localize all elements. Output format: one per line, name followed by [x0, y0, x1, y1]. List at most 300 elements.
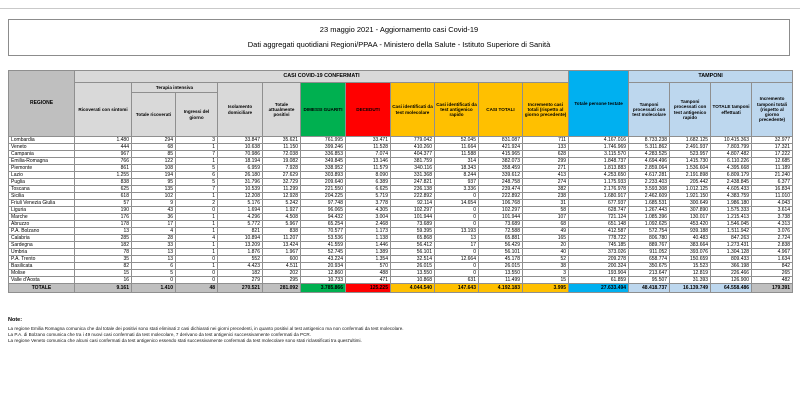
value-cell: 3.738 [752, 214, 793, 221]
value-cell: 13 [435, 235, 479, 242]
value-cell: 1.921.150 [670, 193, 711, 200]
value-cell: 382.073 [479, 158, 523, 165]
value-cell: 2.233.403 [629, 179, 670, 186]
value-cell: 10.415.363 [711, 137, 752, 144]
value-cell: 4.605.433 [711, 186, 752, 193]
value-cell: 4.253.650 [569, 172, 629, 179]
value-cell: 1.575.333 [711, 207, 752, 214]
value-cell: 35.621 [263, 137, 301, 144]
value-cell: 1.215.413 [711, 214, 752, 221]
value-cell: 4.423 [218, 263, 263, 270]
value-cell: 19.082 [263, 158, 301, 165]
value-cell: 68 [132, 144, 176, 151]
value-cell: 413 [523, 172, 569, 179]
value-cell: 1 [176, 221, 218, 228]
value-cell: 202 [263, 270, 301, 277]
value-cell: 0 [435, 221, 479, 228]
value-cell: 4.296 [218, 214, 263, 221]
value-cell: 1.085.396 [629, 214, 670, 221]
value-cell: 3.115.570 [569, 151, 629, 158]
value-cell: 221.550 [301, 186, 346, 193]
value-cell: 444 [75, 144, 132, 151]
value-cell: 2.176.978 [569, 186, 629, 193]
value-cell: 5 [132, 270, 176, 277]
value-cell: 56.101 [391, 249, 435, 256]
value-cell: 285 [75, 235, 132, 242]
value-cell: 471 [346, 277, 391, 284]
col-header-persone-testate: Totale persone testate [569, 71, 629, 137]
value-cell: 6.959 [218, 165, 263, 172]
value-cell: 61.859 [569, 277, 629, 284]
value-cell: 238 [523, 193, 569, 200]
value-cell: 271 [523, 165, 569, 172]
value-cell: 809.433 [711, 256, 752, 263]
value-cell: 1.012.125 [670, 186, 711, 193]
value-cell: 52 [523, 256, 569, 263]
total-value-cell: 16.139.749 [670, 284, 711, 293]
total-value-cell: 27.633.494 [569, 284, 629, 293]
value-cell: 3.076 [752, 228, 793, 235]
value-cell: 13.209 [218, 242, 263, 249]
page-top-rule [0, 8, 800, 9]
total-value-cell: 1.410 [132, 284, 176, 293]
value-cell: 3 [523, 270, 569, 277]
value-cell: 382 [523, 186, 569, 193]
value-cell: 488 [346, 270, 391, 277]
value-cell: 349.845 [301, 158, 346, 165]
value-cell: 338.952 [301, 165, 346, 172]
value-cell: 274 [523, 179, 569, 186]
value-cell: 17 [435, 242, 479, 249]
value-cell: 6 [176, 172, 218, 179]
value-cell: 842 [752, 263, 793, 270]
value-cell: 4.305 [346, 207, 391, 214]
value-cell: 1.986.180 [711, 200, 752, 207]
value-cell: 33 [132, 242, 176, 249]
value-cell: 16.834 [752, 186, 793, 193]
total-value-cell: 281.092 [263, 284, 301, 293]
value-cell: 4.313 [752, 221, 793, 228]
value-cell: 307.890 [670, 207, 711, 214]
value-cell: 6.377 [752, 179, 793, 186]
title-box [8, 19, 790, 56]
value-cell: 0 [435, 270, 479, 277]
col-header-tamponi-totale: TOTALE tamponi effettuati [711, 83, 752, 137]
value-cell: 651.148 [569, 221, 629, 228]
col-header-incremento-tamponi: Incremento tamponi totali (rispetto al giorno precedente) [752, 83, 793, 137]
table-header [9, 71, 793, 137]
value-cell: 94.432 [301, 214, 346, 221]
value-cell: 1.304.128 [711, 249, 752, 256]
value-cell: 5.967 [263, 221, 301, 228]
value-cell: 625 [75, 186, 132, 193]
table-row [9, 214, 793, 221]
value-cell: 4.694.496 [629, 158, 670, 165]
value-cell: 3.778 [346, 200, 391, 207]
value-cell: 85 [132, 151, 176, 158]
value-cell: 15 [523, 277, 569, 284]
region-cell: Sicilia [9, 193, 75, 200]
value-cell: 57 [75, 200, 132, 207]
value-cell: 43.224 [301, 256, 346, 263]
region-cell: Abruzzo [9, 221, 75, 228]
col-header-casi-totali: CASI TOTALI [479, 83, 523, 137]
value-cell: 340.116 [391, 165, 435, 172]
value-cell: 745.185 [569, 242, 629, 249]
value-cell: 766 [75, 158, 132, 165]
value-cell: 40 [523, 249, 569, 256]
region-cell: Lombardia [9, 137, 75, 144]
value-cell: 14.654 [435, 200, 479, 207]
value-cell: 0 [132, 277, 176, 284]
value-cell: 1 [176, 144, 218, 151]
value-cell: 11.299 [263, 186, 301, 193]
table-row [9, 186, 793, 193]
value-cell: 4.167.016 [569, 137, 629, 144]
value-cell: 12.860 [301, 270, 346, 277]
value-cell: 628 [523, 151, 569, 158]
value-cell: 107 [523, 214, 569, 221]
value-cell: 6.625 [346, 186, 391, 193]
value-cell: 5.242 [263, 200, 301, 207]
value-cell: 193.904 [569, 270, 629, 277]
col-header-isolamento: Isolamento domiciliare [218, 83, 263, 137]
value-cell: 26.180 [218, 172, 263, 179]
value-cell: 1.138 [346, 235, 391, 242]
table-row [9, 249, 793, 256]
col-header-incremento-casi: Incremento casi totali (rispetto al giorno precedente) [523, 83, 569, 137]
value-cell: 70.986 [218, 151, 263, 158]
value-cell: 1.273.431 [711, 242, 752, 249]
value-cell: 52.745 [301, 249, 346, 256]
value-cell: 5 [176, 165, 218, 172]
region-cell: Marche [9, 214, 75, 221]
value-cell: 1.813.883 [569, 165, 629, 172]
total-label-cell: TOTALE [9, 284, 75, 293]
value-cell: 1 [176, 193, 218, 200]
table-row [9, 144, 793, 151]
region-cell: Basilicata [9, 263, 75, 270]
value-cell: 101.944 [391, 214, 435, 221]
value-cell: 658.774 [629, 256, 670, 263]
value-cell: 204.225 [301, 193, 346, 200]
value-cell: 0 [176, 256, 218, 263]
value-cell: 26.015 [479, 263, 523, 270]
value-cell: 135 [132, 186, 176, 193]
value-cell: 838 [75, 179, 132, 186]
value-cell: 1 [176, 263, 218, 270]
value-cell: 11.499 [479, 277, 523, 284]
value-cell: 0 [176, 207, 218, 214]
region-cell: P.A. Bolzano [9, 228, 75, 235]
value-cell: 43 [132, 207, 176, 214]
col-header-deceduti: DECEDUTI [346, 83, 391, 137]
value-cell: 222.892 [479, 193, 523, 200]
note-line-2: La P.A. di Bolzano comunica che tra i 49 nuovi casi confermati da test molecolare, 7 derivano da test antigenici successivamente confermati da PCR. [8, 332, 312, 337]
value-cell: 911.052 [629, 249, 670, 256]
value-cell: 5.719 [346, 193, 391, 200]
covid-data-table [8, 70, 793, 293]
value-cell: 15 [75, 270, 132, 277]
value-cell: 20.934 [301, 263, 346, 270]
value-cell: 11.150 [263, 144, 301, 151]
value-cell: 73.689 [479, 221, 523, 228]
value-cell: 383.664 [670, 242, 711, 249]
value-cell: 165 [523, 235, 569, 242]
value-cell: 7.074 [346, 151, 391, 158]
region-cell: Liguria [9, 207, 75, 214]
total-value-cell: 64.558.486 [711, 284, 752, 293]
value-cell: 248.758 [479, 179, 523, 186]
table-row [9, 179, 793, 186]
region-cell: Piemonte [9, 165, 75, 172]
value-cell: 6.389 [346, 179, 391, 186]
value-cell: 482 [752, 277, 793, 284]
value-cell: 58 [523, 207, 569, 214]
value-cell: 0 [435, 263, 479, 270]
value-cell: 13 [132, 256, 176, 263]
table-row [9, 270, 793, 277]
value-cell: 2 [176, 200, 218, 207]
table-row [9, 228, 793, 235]
region-cell: Puglia [9, 179, 75, 186]
value-cell: 1.480 [75, 137, 132, 144]
value-cell: 102.297 [391, 207, 435, 214]
value-cell: 4.283.525 [629, 151, 670, 158]
table-row [9, 277, 793, 284]
value-cell: 41.559 [301, 242, 346, 249]
value-cell: 16 [75, 277, 132, 284]
value-cell: 0 [435, 207, 479, 214]
value-cell: 7.928 [263, 165, 301, 172]
value-cell: 4.383.759 [711, 193, 752, 200]
region-cell: Toscana [9, 186, 75, 193]
value-cell: 176 [75, 214, 132, 221]
region-cell: Molise [9, 270, 75, 277]
notes-section [8, 317, 792, 344]
report-title: 23 maggio 2021 - Aggiornamento casi Covid-19 [319, 25, 479, 34]
region-cell: Sardegna [9, 242, 75, 249]
table-row [9, 165, 793, 172]
value-cell: 122 [132, 158, 176, 165]
value-cell: 3.614 [752, 207, 793, 214]
value-cell: 32.514 [391, 256, 435, 263]
value-cell: 101.944 [479, 214, 523, 221]
value-cell: 18.343 [435, 165, 479, 172]
table-row [9, 151, 793, 158]
value-cell: 1.876 [218, 249, 263, 256]
value-cell: 761.995 [301, 137, 346, 144]
value-cell: 65.868 [391, 235, 435, 242]
value-cell: 399.246 [301, 144, 346, 151]
value-cell: 1.682.125 [670, 137, 711, 144]
value-cell: 65.254 [301, 221, 346, 228]
value-cell: 27.629 [263, 172, 301, 179]
value-cell: 265 [752, 270, 793, 277]
value-cell: 13.424 [263, 242, 301, 249]
value-cell: 939.188 [670, 228, 711, 235]
value-cell: 236.138 [391, 186, 435, 193]
value-cell: 331.368 [391, 172, 435, 179]
value-cell: 126.900 [711, 277, 752, 284]
value-cell: 102 [132, 193, 176, 200]
value-cell: 453.420 [670, 221, 711, 228]
value-cell: 1.267.443 [629, 207, 670, 214]
total-value-cell: 125.225 [346, 284, 391, 293]
value-cell: 8.090 [346, 172, 391, 179]
value-cell: 178 [75, 221, 132, 228]
total-value-cell: 147.643 [435, 284, 479, 293]
value-cell: 821 [218, 228, 263, 235]
value-cell: 600 [263, 256, 301, 263]
value-cell: 56.101 [479, 249, 523, 256]
value-cell: 209.278 [569, 256, 629, 263]
value-cell: 2.191.898 [670, 172, 711, 179]
col-header-dimessi-guariti: DIMESSI GUARITI [301, 83, 346, 137]
value-cell: 72.588 [479, 228, 523, 235]
value-cell: 628.747 [569, 207, 629, 214]
value-cell: 0 [176, 270, 218, 277]
value-cell: 721.124 [569, 214, 629, 221]
value-cell: 1.634 [752, 256, 793, 263]
value-cell: 1.685.531 [629, 200, 670, 207]
region-cell: Veneto [9, 144, 75, 151]
value-cell: 618 [75, 193, 132, 200]
value-cell: 404.377 [391, 151, 435, 158]
value-cell: 838 [263, 228, 301, 235]
value-cell: 1.746.969 [569, 144, 629, 151]
total-value-cell: 4.044.540 [391, 284, 435, 293]
table-row [9, 158, 793, 165]
value-cell: 150.659 [670, 256, 711, 263]
value-cell: 130.017 [670, 214, 711, 221]
col-header-tamponi-antigenico: Tamponi processati con test antigenico rapido [670, 83, 711, 137]
value-cell: 2.838 [752, 242, 793, 249]
value-cell: 366.198 [711, 263, 752, 270]
value-cell: 194 [132, 172, 176, 179]
value-cell: 10.733 [301, 277, 346, 284]
value-cell: 2.462.609 [629, 193, 670, 200]
value-cell: 95.507 [629, 277, 670, 284]
value-cell: 1 [176, 228, 218, 235]
total-value-cell: 48 [176, 284, 218, 293]
value-cell: 13 [75, 228, 132, 235]
value-cell: 410.260 [391, 144, 435, 151]
col-header-attualmente-positivi: Totale attualmente positivi [263, 83, 301, 137]
value-cell: 1.389 [346, 249, 391, 256]
value-cell: 3.336 [435, 186, 479, 193]
value-cell: 247.821 [391, 179, 435, 186]
value-cell: 7 [176, 186, 218, 193]
table-row [9, 193, 793, 200]
value-cell: 1.092.625 [629, 221, 670, 228]
region-cell: Umbria [9, 249, 75, 256]
value-cell: 5.176 [218, 200, 263, 207]
value-cell: 21.240 [752, 172, 793, 179]
value-cell: 96.065 [301, 207, 346, 214]
value-cell: 314 [435, 158, 479, 165]
value-cell: 4.807.482 [711, 151, 752, 158]
value-cell: 190 [75, 207, 132, 214]
value-cell: 861 [75, 165, 132, 172]
value-cell: 11.579 [346, 165, 391, 172]
value-cell: 13 [132, 249, 176, 256]
value-cell: 1.536.604 [670, 165, 711, 172]
value-cell: 831.087 [479, 137, 523, 144]
report-subtitle: Dati aggregati quotidiani Regioni/PPAA - Ministero della Salute - Istituto Superiore di Sanità [247, 40, 551, 49]
value-cell: 10.868 [391, 277, 435, 284]
value-cell: 33.471 [346, 137, 391, 144]
value-cell: 847.263 [711, 235, 752, 242]
value-cell: 2.438.845 [711, 179, 752, 186]
value-cell: 967 [75, 151, 132, 158]
value-cell: 2.468 [346, 221, 391, 228]
col-header-tamponi-molecolare: Tamponi processati con test molecolare [629, 83, 670, 137]
value-cell: 106.768 [479, 200, 523, 207]
value-cell: 3 [176, 137, 218, 144]
value-cell: 5.311.862 [629, 144, 670, 151]
total-value-cell: 3.785.866 [301, 284, 346, 293]
value-cell: 92.114 [391, 200, 435, 207]
value-cell: 1.848.737 [569, 158, 629, 165]
value-cell: 0 [435, 249, 479, 256]
value-cell: 97.748 [301, 200, 346, 207]
group-header-tamponi: TAMPONI [629, 71, 793, 83]
value-cell: 38 [523, 263, 569, 270]
value-cell: 40.483 [670, 235, 711, 242]
note-line-1: La regione Emilia Romagna comunica che dal totale dei positivi sono stati eliminati 2 casi dichiarati nei giorni precedenti, in quanto positivi al test antigenico ma non confermati da test molecolare. [8, 326, 404, 331]
value-cell: 631 [435, 277, 479, 284]
value-cell: 2.859.064 [629, 165, 670, 172]
value-cell: 10.894 [218, 235, 263, 242]
value-cell: 552 [218, 256, 263, 263]
value-cell: 1.354 [346, 256, 391, 263]
table-row [9, 221, 793, 228]
value-cell: 15.523 [670, 263, 711, 270]
value-cell: 222.892 [391, 193, 435, 200]
value-cell: 35 [75, 256, 132, 263]
value-cell: 1 [176, 242, 218, 249]
table-row [9, 263, 793, 270]
value-cell: 4.395.668 [711, 165, 752, 172]
value-cell: 11.588 [435, 151, 479, 158]
value-cell: 31.393 [670, 277, 711, 284]
value-cell: 11.010 [752, 193, 793, 200]
value-cell: 56.429 [479, 242, 523, 249]
value-cell: 226.466 [711, 270, 752, 277]
value-cell: 6.809.179 [711, 172, 752, 179]
value-cell: 1.927 [263, 207, 301, 214]
value-cell: 7 [176, 151, 218, 158]
value-cell: 12.208 [218, 193, 263, 200]
value-cell: 12.685 [752, 158, 793, 165]
value-cell: 778.722 [569, 235, 629, 242]
value-cell: 3.004 [346, 214, 391, 221]
value-cell: 12.928 [263, 193, 301, 200]
region-cell: Friuli Venezia Giulia [9, 200, 75, 207]
value-cell: 102.297 [479, 207, 523, 214]
value-cell: 279 [218, 277, 263, 284]
value-cell: 523.957 [670, 151, 711, 158]
value-cell: 677.937 [569, 200, 629, 207]
value-cell: 82 [75, 263, 132, 270]
value-cell: 6.110.226 [711, 158, 752, 165]
value-cell: 13.550 [479, 270, 523, 277]
col-header-terapia-totale: Totale ricoverati [132, 93, 176, 137]
value-cell: 17 [132, 221, 176, 228]
value-cell: 1 [176, 249, 218, 256]
value-cell: 8.733.238 [629, 137, 670, 144]
